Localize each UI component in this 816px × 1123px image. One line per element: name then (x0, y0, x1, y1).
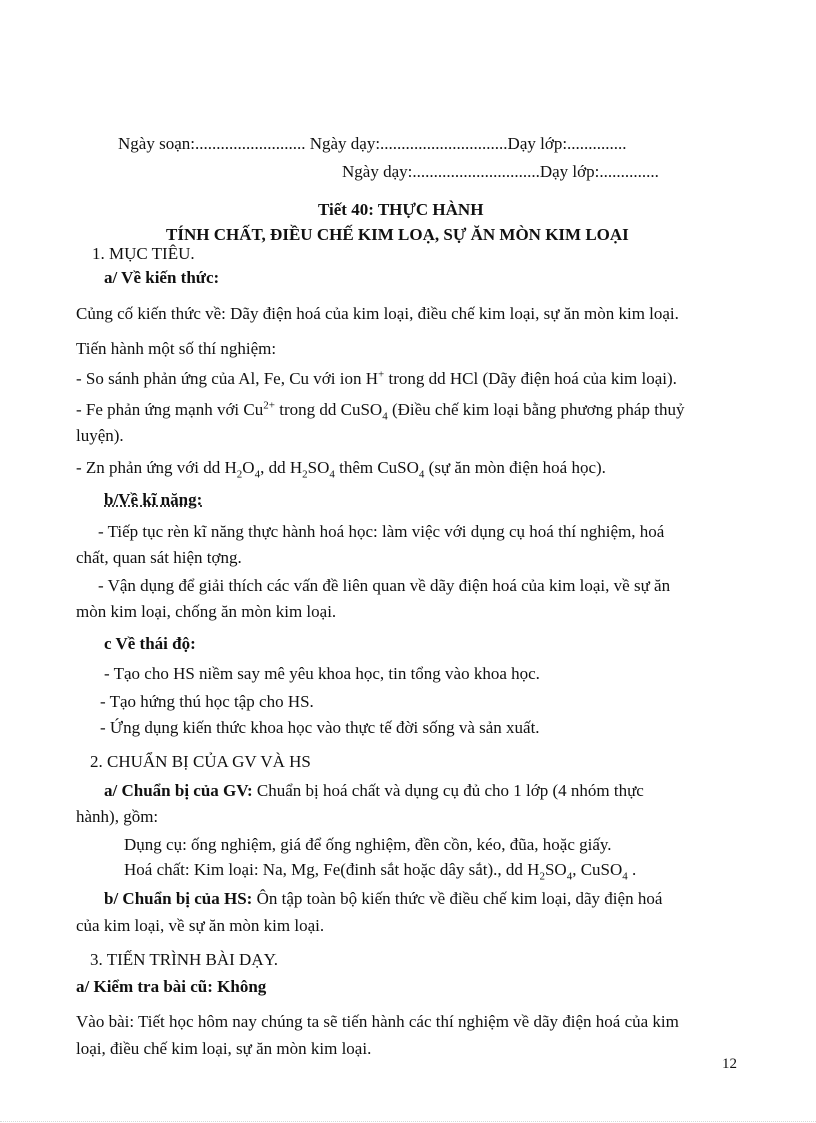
section-2-heading: 2. CHUẨN BỊ CỦA GV VÀ HS (90, 752, 311, 771)
knowledge-p4: - Fe phản ứng mạnh với $Cu^{2+}$ trong dd CuSO$_4$ (Điều chế kim loại bằng phương pháp thuỷ (76, 399, 685, 423)
lesson-title: TÍNH CHẤT, ĐIỀU CHẾ KIM LOẠ, SỰ ĂN MÒN KIM LOẠI (166, 225, 629, 244)
page-number: 12 (722, 1056, 737, 1072)
attitude-c1: - Tạo cho HS niềm say mê yêu khoa học, tin tổng vào khoa học. (104, 664, 540, 683)
knowledge-heading: a/ Về kiến thức: (104, 268, 220, 287)
skills-heading: b/Về kĩ năng: (104, 490, 203, 509)
lesson-number-title: Tiết 40: THỰC HÀNH (318, 200, 484, 219)
header-ngay-day-2: Ngày dạy:..............................Dạy lớp:.............. (342, 162, 659, 181)
skills-b1: - Tiếp tục rèn kĩ năng thực hành hoá học: làm việc với dụng cụ hoá thí nghiệm, hoá (98, 522, 665, 541)
teacher-prep-cont: hành), gồm: (76, 807, 159, 826)
student-prep-cont: của kim loại, về sự ăn mòn kim loại. (76, 916, 325, 935)
knowledge-p2: Tiến hành một số thí nghiệm: (76, 339, 277, 358)
page-edge-divider (0, 1121, 816, 1122)
knowledge-p3: - So sánh phản ứng của Al, Fe, Cu với ion H+ trong dd HCl (Dãy điện hoá của kim loại). (76, 368, 677, 388)
attitude-c3: - Ứng dụng kiến thức khoa học vào thực tế đời sống và sản xuất. (100, 718, 540, 737)
intro-text: Vào bài: Tiết học hôm nay chúng ta sẽ tiến hành các thí nghiệm về dãy điện hoá của kim (76, 1012, 679, 1031)
attitude-c2: - Tạo hứng thú học tập cho HS. (100, 692, 314, 711)
attitude-heading: c Về thái độ: (104, 634, 196, 653)
skills-b1-cont: chất, quan sát hiện tợng. (76, 548, 242, 567)
skills-b2: - Vận dụng để giải thích các vấn đề liên quan về dãy điện hoá của kim loại, về sự ăn (98, 576, 671, 595)
review-heading: a/ Kiểm tra bài cũ: Không (76, 977, 267, 996)
header-ngay-soan: Ngày soạn:.......................... Ngày dạy:..............................Dạy lớp:.............. (118, 134, 627, 153)
teacher-prep: a/ Chuẩn bị của GV: Chuẩn bị hoá chất và dụng cụ đủ cho 1 lớp (4 nhóm thực (104, 781, 644, 800)
section-3-heading: 3. TIẾN TRÌNH BÀI DẠY. (90, 950, 278, 969)
knowledge-p5: - Zn phản ứng với dd $H_2O_4$, dd $H_2SO_4$ thêm CuSO$_4$ (sự ăn mòn điện hoá học). (76, 458, 606, 481)
chemicals-list: Hoá chất: Kim loại: Na, Mg, Fe(đinh sắt hoặc dây sắt)., dd $H_2SO_4$, CuSO$_4$ . (124, 860, 637, 883)
section-1-heading: 1. MỤC TIÊU. (92, 244, 195, 263)
intro-text-cont: loại, điều chế kim loại, sự ăn mòn kim loại. (76, 1039, 372, 1058)
equipment-list: Dụng cụ: ống nghiệm, giá để ống nghiệm, đền cồn, kéo, đũa, hoặc giấy. (124, 835, 612, 854)
student-prep: b/ Chuẩn bị của HS: Ôn tập toàn bộ kiến thức về điều chế kim loại, dãy điện hoá (104, 889, 663, 908)
skills-b2-cont: mòn kim loại, chống ăn mòn kim loại. (76, 602, 337, 621)
knowledge-p4-cont: luyện). (76, 426, 124, 445)
knowledge-p1: Củng cố kiến thức về: Dãy điện hoá của kim loại, điều chế kim loại, sự ăn mòn kim loại. (76, 304, 679, 323)
